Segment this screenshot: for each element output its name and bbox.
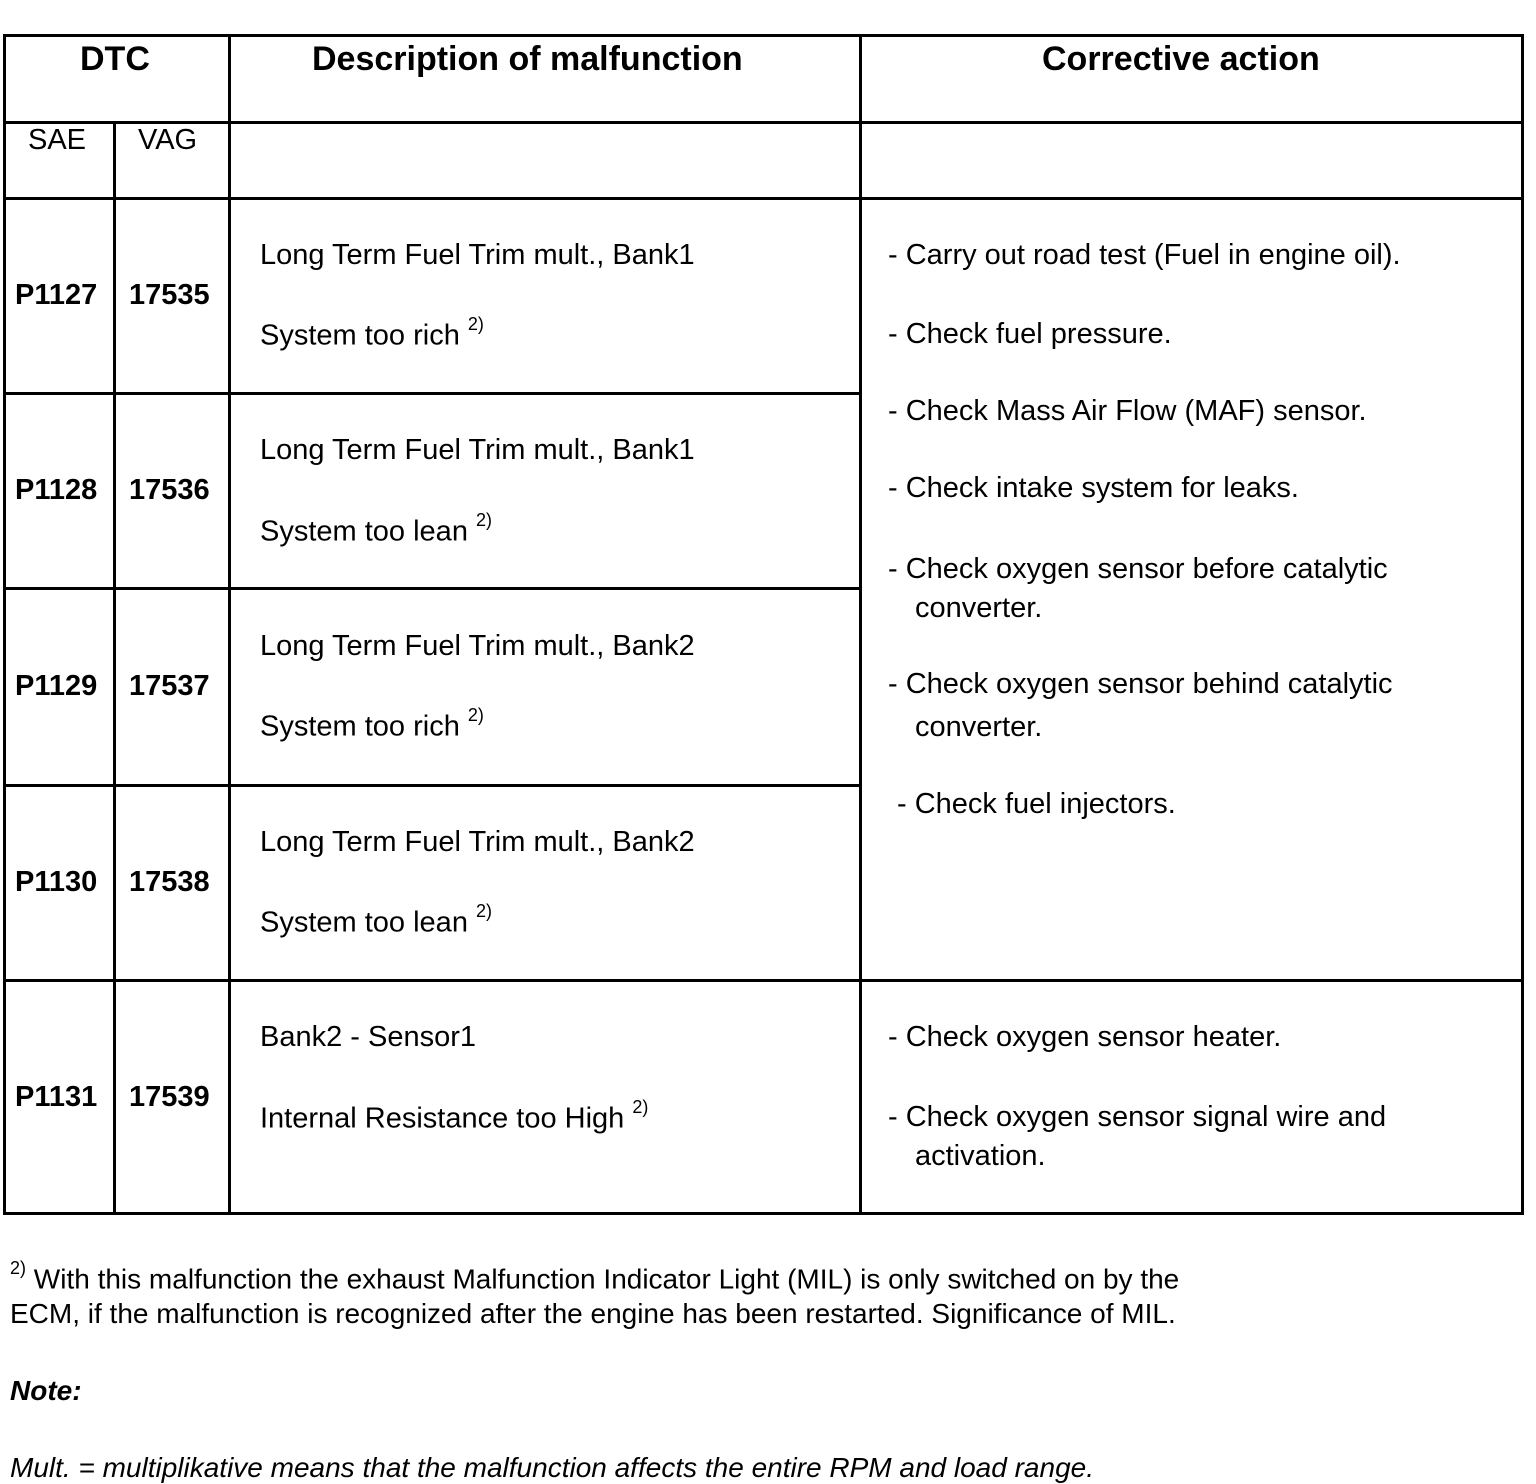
vag-code: 17535 [129, 279, 210, 311]
vag-code: 17537 [129, 670, 210, 702]
sae-code: P1131 [15, 1081, 98, 1113]
description-line1: Long Term Fuel Trim mult., Bank1 [260, 434, 695, 466]
sae-code: P1128 [15, 474, 98, 506]
description-line1: Long Term Fuel Trim mult., Bank1 [260, 239, 695, 271]
row-divider-1 [6, 392, 859, 395]
footnote-mark: 2) [632, 1097, 649, 1117]
col-divider-dtc-desc [228, 37, 231, 1215]
footnote-mark: 2) [476, 901, 493, 921]
subheader-divider [6, 197, 1521, 200]
note-title: Note: [10, 1375, 82, 1406]
action-item-continuation: activation. [915, 1140, 1046, 1172]
action-item: - Check Mass Air Flow (MAF) sensor. [888, 395, 1367, 427]
action-item: - Check oxygen sensor heater. [888, 1021, 1282, 1053]
vag-code: 17538 [129, 866, 210, 898]
subheader-vag: VAG [138, 124, 198, 156]
action-item: - Check oxygen sensor signal wire and [888, 1101, 1387, 1133]
subheader-sae: SAE [28, 124, 87, 156]
footnote-mark: 2) [476, 510, 493, 530]
action-item: - Check oxygen sensor behind catalytic [888, 668, 1393, 700]
action-item: - Check oxygen sensor before catalytic [888, 553, 1388, 585]
header-description: Description of malfunction [312, 40, 743, 78]
action-item-continuation: converter. [915, 592, 1043, 624]
row-divider-4 [6, 979, 1521, 982]
description-line2: System too lean $^{2)}$ [260, 510, 493, 548]
sae-code: P1130 [15, 866, 98, 898]
sae-code: P1127 [15, 279, 98, 311]
header-corrective-action: Corrective action [1042, 40, 1320, 78]
note-text: Mult. = multiplikative means that the malfunction affects the entire RPM and load range. [10, 1452, 1095, 1483]
description-line2: System too rich $^{2)}$ [260, 705, 484, 743]
description-line2: System too rich $^{2)}$ [260, 314, 484, 352]
description-line1: Long Term Fuel Trim mult., Bank2 [260, 826, 695, 858]
footnote-mark: 2) [10, 1258, 27, 1278]
col-divider-sae-vag [113, 121, 116, 1215]
description-line1: Bank2 - Sensor1 [260, 1021, 477, 1053]
footnote-mark: 2) [467, 705, 484, 725]
vag-code: 17539 [129, 1081, 210, 1113]
action-item: - Check fuel injectors. [897, 788, 1176, 820]
action-item: - Check fuel pressure. [888, 318, 1172, 350]
footnote-line2: ECM, if the malfunction is recognized after the engine has been restarted. Significance of MIL. [10, 1298, 1176, 1329]
header-divider [6, 121, 1521, 124]
col-divider-desc-action [859, 37, 862, 1215]
row-divider-3 [6, 784, 859, 787]
description-line2: Internal Resistance too High $^{2)}$ [260, 1097, 649, 1135]
description-line1: Long Term Fuel Trim mult., Bank2 [260, 630, 695, 662]
description-line2: System too lean $^{2)}$ [260, 901, 493, 939]
header-dtc: DTC [80, 40, 150, 78]
action-item: - Check intake system for leaks. [888, 472, 1299, 504]
action-item-continuation: converter. [915, 711, 1043, 743]
vag-code: 17536 [129, 474, 210, 506]
sae-code: P1129 [15, 670, 98, 702]
row-divider-2 [6, 587, 859, 590]
action-item: - Carry out road test (Fuel in engine oil). [888, 239, 1401, 271]
dtc-table [3, 34, 1524, 1215]
footnote-line1: $^{2)}$ With this malfunction the exhaust Malfunction Indicator Light (MIL) is only switched on by the [10, 1258, 1180, 1295]
footnote-mark: 2) [467, 314, 484, 334]
